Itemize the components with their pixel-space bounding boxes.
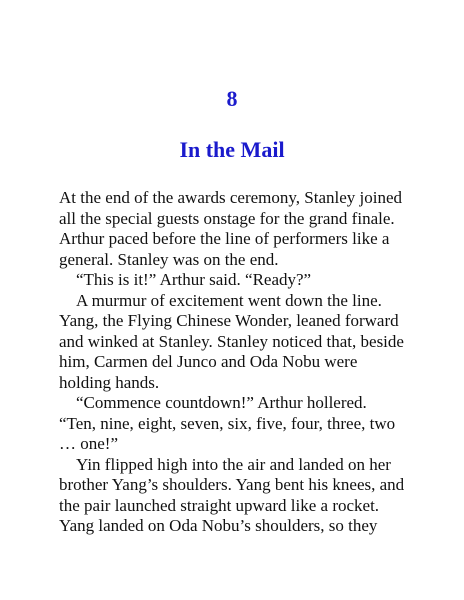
body-line: Yin flipped high into the air and landed on her [76,454,391,474]
body-line: At the end of the awards ceremony, Stanley joined [59,188,403,207]
body-line: all the special guests onstage for the grand finale. [59,208,395,228]
body-line: “Ten, nine, eight, seven, six, five, four, three, two [59,413,396,433]
body-line: … one!” [59,434,119,453]
body-line: holding hands. [59,372,160,392]
body-line: Arthur paced before the line of performers like a [59,229,390,248]
body-line: A murmur of excitement went down the line. [76,290,382,310]
body-line: Yang landed on Oda Nobu’s shoulders, so they [59,516,378,535]
body-line: and winked at Stanley. Stanley noticed that, beside [59,331,404,351]
body-line: Yang, the Flying Chinese Wonder, leaned forward [59,311,399,330]
body-line: general. Stanley was on the end. [59,249,279,269]
body-line: brother Yang’s shoulders. Yang bent his knees, and [59,475,405,494]
body-line: the pair launched straight upward like a rocket. [59,495,380,515]
chapter-body [59,188,459,537]
chapter-number: 8 [226,86,238,111]
body-line: “Commence countdown!” Arthur hollered. [76,393,367,412]
body-line: “This is it!” Arthur said. “Ready?” [76,270,312,289]
chapter-title: In the Mail [179,137,285,162]
body-line: him, Carmen del Junco and Oda Nobu were [59,352,358,371]
